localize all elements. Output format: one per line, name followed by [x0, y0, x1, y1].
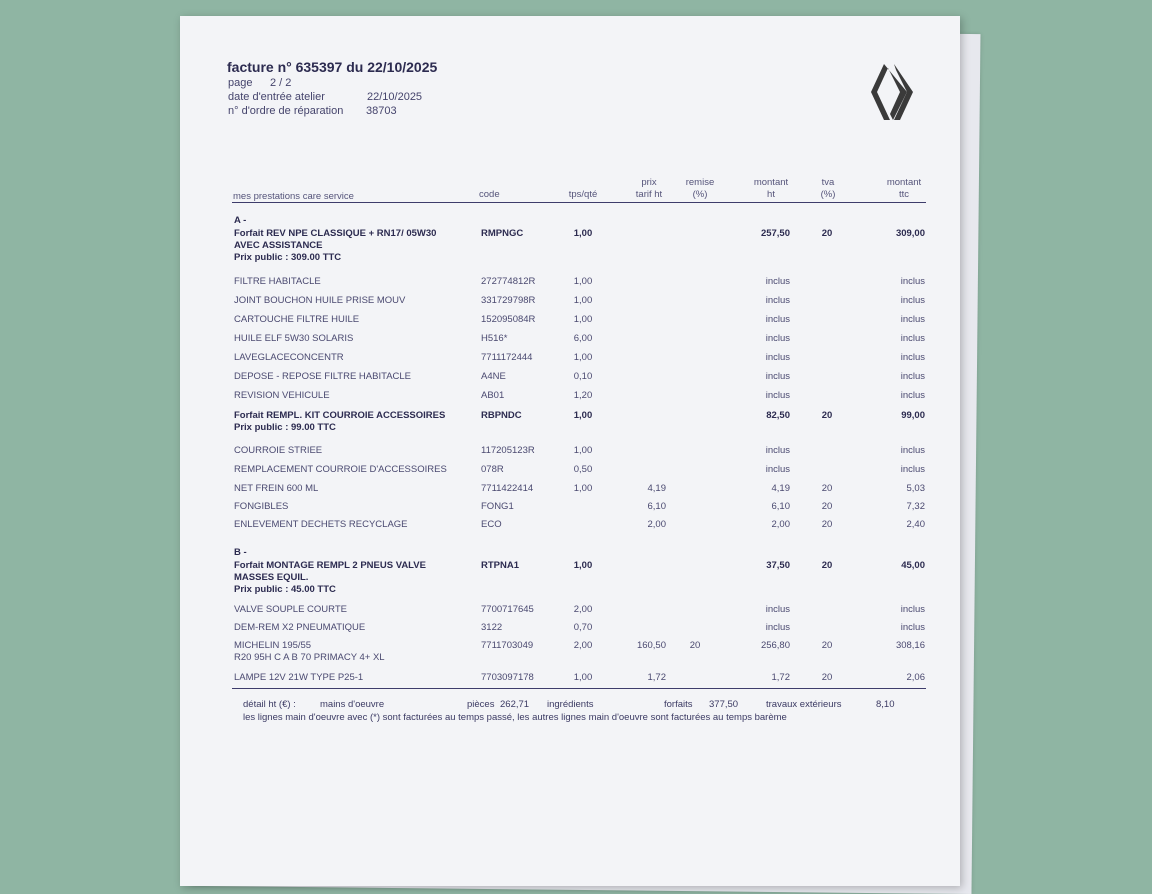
invoice-title: facture n° 635397 du 22/10/2025 [227, 59, 438, 75]
cell-amount-ht: 6,10 [771, 501, 790, 512]
cell-amount-ttc: inclus [900, 371, 925, 382]
footer-rule [232, 688, 926, 689]
cell-qty: 1,00 [573, 228, 593, 239]
col-discount-header [677, 177, 723, 201]
cell-amount-ht: inclus [765, 314, 790, 325]
col-amount-ttc-header [874, 177, 934, 201]
external-work-label: travaux extérieurs [766, 699, 842, 710]
invoice-page [180, 16, 960, 886]
cell-amount-ttc: 99,00 [901, 410, 925, 421]
col-qty-header: tps/qté [568, 189, 598, 200]
cell-desc: FONGIBLES [234, 501, 289, 512]
cell-amount-ht: 2,00 [771, 519, 790, 530]
entry-date-label: date d'entrée atelier [228, 91, 325, 103]
cell-code: FONG1 [481, 501, 514, 512]
cell-vat: 20 [821, 640, 833, 651]
cell-vat: 20 [821, 560, 833, 571]
cell-desc: NET FREIN 600 ML [234, 483, 319, 494]
cell-desc: DEM-REM X2 PNEUMATIQUE [234, 622, 366, 633]
cell-desc: LAVEGLACECONCENTR [234, 352, 344, 363]
cell-code: 7700717645 [481, 604, 534, 615]
cell-amount-ttc: inclus [900, 276, 925, 287]
cell-amount-ttc: inclus [900, 333, 925, 344]
cell-amount-ht: inclus [765, 445, 790, 456]
col-vat-header [808, 177, 848, 201]
cell-vat: 20 [821, 228, 833, 239]
cell-qty: 1,00 [573, 483, 593, 494]
cell-code: 7711703049 [481, 640, 534, 651]
page-value: 2 / 2 [270, 77, 292, 89]
flat-rates-value: 377,50 [709, 699, 739, 710]
cell-amount-ttc: inclus [900, 390, 925, 401]
cell-qty: 1,00 [573, 560, 593, 571]
cell-qty: 1,00 [573, 445, 593, 456]
cell-code: ECO [481, 519, 502, 530]
cell-code: 331729798R [481, 295, 536, 306]
col-amount-ht-header [746, 177, 796, 201]
footer-note: les lignes main d'oeuvre avec (*) sont facturées au temps passé, les autres lignes main d'oeuvre sont facturées au temps barème [243, 712, 787, 723]
cell-desc: LAMPE 12V 21W TYPE P25-1 [234, 672, 364, 683]
cell-qty: 6,00 [573, 333, 593, 344]
cell-amount-ht: 1,72 [771, 672, 790, 683]
cell-code: A4NE [481, 371, 506, 382]
col-amount-ttc-header-line2: ttc [898, 189, 910, 200]
cell-code: AB01 [481, 390, 505, 401]
parts-label: pièces [467, 699, 495, 710]
cell-code: 152095084R [481, 314, 536, 325]
cell-vat: 20 [821, 519, 833, 530]
cell-amount-ht: inclus [765, 464, 790, 475]
cell-code: 078R [481, 464, 504, 475]
cell-desc-line2: R20 95H C A B 70 PRIMACY 4+ XL [234, 652, 385, 663]
cell-amount-ht: 257,50 [760, 228, 790, 239]
cell-vat: 20 [821, 672, 833, 683]
cell-unit-price: 160,50 [636, 640, 666, 651]
cell-qty: 2,00 [573, 604, 593, 615]
cell-amount-ht: 37,50 [766, 560, 790, 571]
page-label: page [228, 77, 253, 89]
cell-qty: 1,00 [573, 410, 593, 421]
cell-desc: A - [234, 215, 247, 226]
col-price-header-line2: tarif ht [635, 189, 663, 200]
cell-desc-line3: Prix public : 309.00 TTC [234, 252, 342, 263]
cell-code: 7711172444 [481, 352, 533, 363]
cell-amount-ttc: 2,06 [906, 672, 925, 683]
cell-desc: CARTOUCHE FILTRE HUILE [234, 314, 360, 325]
cell-code: RTPNA1 [481, 560, 520, 571]
cell-code: 3122 [481, 622, 503, 633]
cell-desc: ENLEVEMENT DECHETS RECYCLAGE [234, 519, 408, 530]
cell-qty: 0,50 [573, 464, 593, 475]
cell-amount-ttc: 5,03 [906, 483, 925, 494]
cell-amount-ht: inclus [765, 295, 790, 306]
cell-qty: 1,00 [573, 352, 593, 363]
col-vat-header-line1: tva [821, 177, 835, 188]
cell-desc: Forfait MONTAGE REMPL 2 PNEUS VALVE [234, 560, 426, 571]
cell-amount-ttc: inclus [900, 604, 925, 615]
cell-amount-ttc: 308,16 [895, 640, 925, 651]
cell-amount-ttc: 7,32 [906, 501, 925, 512]
entry-date-value: 22/10/2025 [367, 91, 423, 103]
col-amount-ttc-header-line1: montant [886, 177, 922, 188]
col-vat-header-line2: (%) [820, 189, 836, 200]
cell-desc-line2: Prix public : 99.00 TTC [234, 422, 336, 433]
order-number-label: n° d'ordre de réparation [228, 105, 344, 117]
ingredients-label: ingrédients [547, 699, 594, 710]
cell-desc-line2: AVEC ASSISTANCE [234, 240, 323, 251]
cell-amount-ht: inclus [765, 371, 790, 382]
cell-code: 7703097178 [481, 672, 534, 683]
cell-qty: 0,10 [573, 371, 593, 382]
cell-amount-ttc: inclus [900, 295, 925, 306]
renault-diamond-logo [870, 62, 914, 122]
cell-amount-ttc: inclus [900, 464, 925, 475]
cell-desc: HUILE ELF 5W30 SOLARIS [234, 333, 354, 344]
cell-code: 272774812R [481, 276, 536, 287]
order-number-value: 38703 [366, 105, 397, 117]
cell-amount-ttc: inclus [900, 445, 925, 456]
col-amount-ht-header-line1: montant [753, 177, 789, 188]
cell-code: H516* [481, 333, 508, 344]
cell-vat: 20 [821, 483, 833, 494]
col-price-header-line1: prix [641, 177, 657, 188]
cell-qty: 1,00 [573, 276, 593, 287]
cell-amount-ht: inclus [765, 276, 790, 287]
cell-qty: 1,00 [573, 314, 593, 325]
labour-label: mains d'oeuvre [320, 699, 385, 710]
cell-code: 7711422414 [481, 483, 534, 494]
cell-amount-ht: inclus [765, 622, 790, 633]
col-price-header [626, 177, 672, 201]
cell-amount-ttc: inclus [900, 622, 925, 633]
cell-discount: 20 [689, 640, 701, 651]
cell-desc: REMPLACEMENT COURROIE D'ACCESSOIRES [234, 464, 447, 475]
cell-desc: Forfait REV NPE CLASSIQUE + RN17/ 05W30 [234, 228, 437, 239]
cell-desc: B - [234, 547, 247, 558]
cell-amount-ht: inclus [765, 390, 790, 401]
cell-qty: 1,00 [573, 295, 593, 306]
detail-label: détail ht (€) : [243, 699, 296, 710]
cell-desc: DEPOSE - REPOSE FILTRE HABITACLE [234, 371, 412, 382]
cell-unit-price: 2,00 [647, 519, 666, 530]
cell-amount-ttc: 2,40 [906, 519, 925, 530]
cell-desc: MICHELIN 195/55 [234, 640, 312, 651]
col-discount-header-line2: (%) [692, 189, 708, 200]
cell-qty: 1,20 [573, 390, 593, 401]
cell-vat: 20 [821, 410, 833, 421]
cell-unit-price: 4,19 [647, 483, 666, 494]
cell-qty: 2,00 [573, 640, 593, 651]
cell-desc-line3: Prix public : 45.00 TTC [234, 584, 336, 595]
cell-amount-ht: inclus [765, 604, 790, 615]
cell-amount-ttc: inclus [900, 314, 925, 325]
cell-unit-price: 1,72 [647, 672, 666, 683]
cell-desc: VALVE SOUPLE COURTE [234, 604, 347, 615]
flat-rates-label: forfaits [664, 699, 693, 710]
cell-amount-ttc: inclus [900, 352, 925, 363]
cell-amount-ttc: 309,00 [895, 228, 925, 239]
cell-amount-ht: inclus [765, 333, 790, 344]
cell-desc: REVISION VEHICULE [234, 390, 330, 401]
cell-amount-ttc: 45,00 [901, 560, 925, 571]
cell-qty: 1,00 [573, 672, 593, 683]
parts-value: 262,71 [500, 699, 530, 710]
cell-amount-ht: 4,19 [771, 483, 790, 494]
col-discount-header-line1: remise [685, 177, 715, 188]
cell-unit-price: 6,10 [647, 501, 666, 512]
col-amount-ht-header-line2: ht [767, 189, 775, 200]
cell-desc: FILTRE HABITACLE [234, 276, 321, 287]
cell-desc: COURROIE STRIEE [234, 445, 323, 456]
cell-qty: 0,70 [573, 622, 593, 633]
header-rule [232, 202, 926, 203]
cell-code: RMPNGC [481, 228, 524, 239]
cell-desc: JOINT BOUCHON HUILE PRISE MOUV [234, 295, 406, 306]
cell-code: RBPNDC [481, 410, 522, 421]
cell-vat: 20 [821, 501, 833, 512]
external-work-value: 8,10 [876, 699, 895, 710]
cell-amount-ht: 82,50 [766, 410, 790, 421]
col-code-header: code [479, 189, 500, 200]
cell-code: 117205123R [481, 445, 535, 456]
cell-desc-line2: MASSES EQUIL. [234, 572, 309, 583]
cell-amount-ht: 256,80 [760, 640, 790, 651]
col-desc-header: mes prestations care service [233, 191, 354, 202]
cell-desc: Forfait REMPL. KIT COURROIE ACCESSOIRES [234, 410, 446, 421]
cell-amount-ht: inclus [765, 352, 790, 363]
